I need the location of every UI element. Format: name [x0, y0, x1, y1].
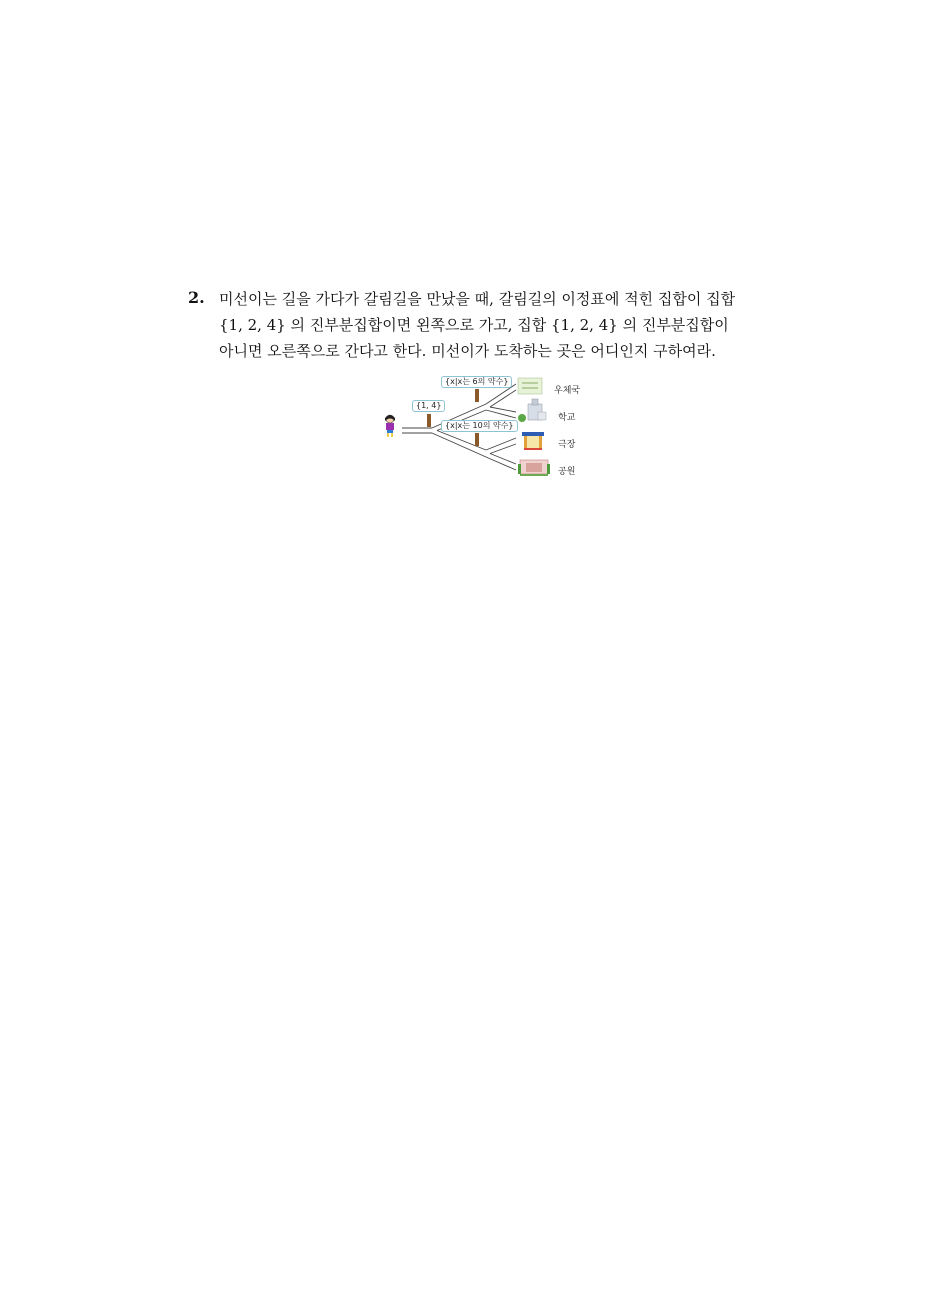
school-icon [518, 399, 546, 422]
signpost-1 [427, 414, 431, 427]
crossroads-figure [380, 372, 590, 482]
girl-icon [385, 415, 395, 437]
question-number: 2. [188, 288, 205, 307]
question-line-1: 미선이는 길을 가다가 갈림길을 만났을 때, 갈림길의 이정표에 적힌 집합이 집합 [219, 290, 736, 308]
sign-upper: {x|x는 6의 약수} [441, 376, 512, 388]
question-line-3: 아니면 오른쪽으로 간다고 한다. 미선이가 도착하는 곳은 어디인지 구하여라. [219, 342, 716, 360]
signpost-3 [475, 433, 479, 446]
sign-lower: {x|x는 10의 약수} [441, 420, 518, 432]
theater-icon [522, 432, 544, 450]
park-icon [518, 460, 550, 476]
destination-school: 학교 [558, 413, 576, 423]
question-text [219, 286, 751, 364]
destination-theater: 극장 [558, 440, 576, 450]
post-office-icon [518, 378, 542, 394]
signpost-2 [475, 389, 479, 402]
question-line-2: {1, 2, 4} 의 진부분집합이면 왼쪽으로 가고, 집합 {1, 2, 4} 의 진부분집합이 [219, 316, 729, 334]
sign-first: {1, 4} [412, 400, 445, 412]
destination-post-office: 우체국 [554, 386, 581, 396]
destination-park: 공원 [558, 467, 576, 477]
